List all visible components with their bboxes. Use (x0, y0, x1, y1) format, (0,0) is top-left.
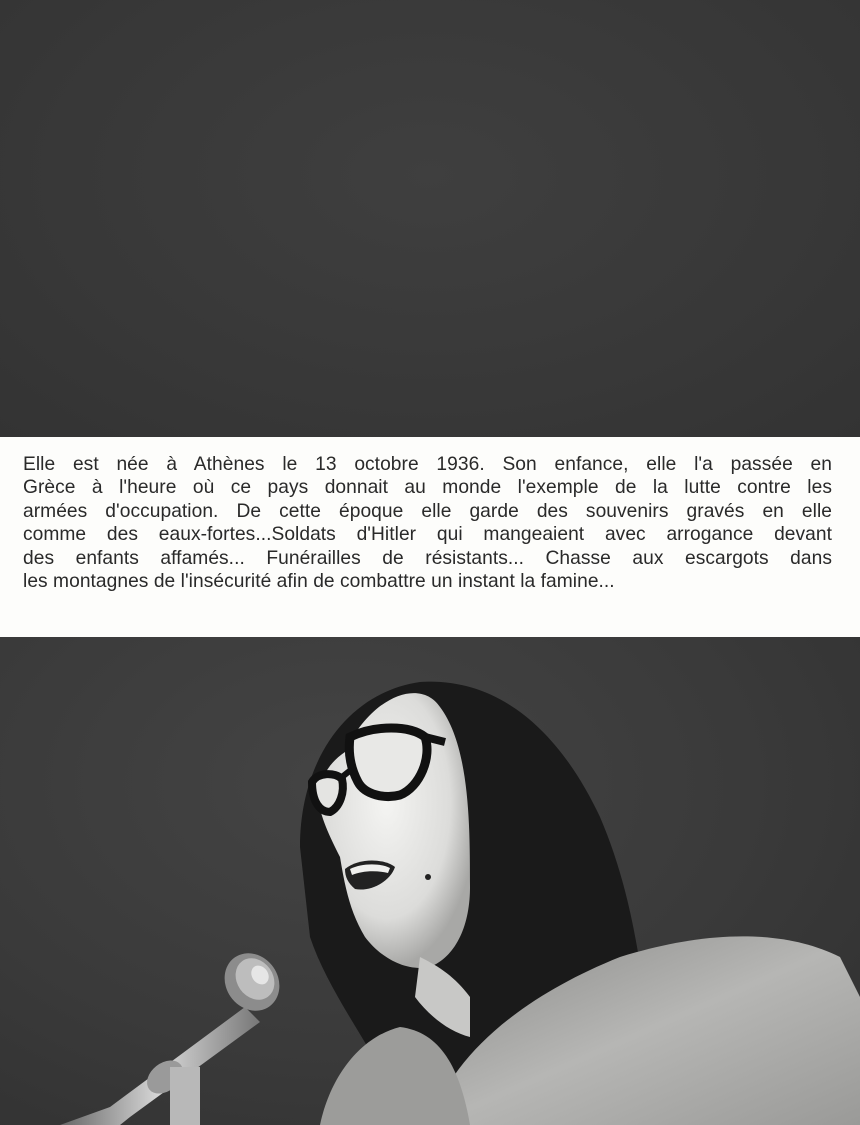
singer-photo (0, 637, 860, 1125)
text-band (0, 437, 860, 637)
microphone-icon (60, 943, 291, 1125)
paragraph-line: Elle est née à Athènes le 13 octobre 1936. Son enfance, elle l'a passée en (23, 454, 832, 475)
paragraph-line: les montagnes de l'insécurité afin de combattre un instant la famine... (23, 571, 615, 593)
singer-illustration (0, 637, 860, 1125)
dark-photo-area (0, 0, 860, 437)
paragraph-line: comme des eaux-fortes...Soldats d'Hitler qui mangeaient avec arrogance devant (23, 524, 832, 546)
paragraph-line: Grèce à l'heure où ce pays donnait au monde l'exemple de la lutte contre les (23, 477, 832, 499)
mole-mark (425, 874, 431, 880)
paragraph-line: armées d'occupation. De cette époque elle garde des souvenirs gravés en elle (23, 500, 832, 522)
paragraph-line: des enfants affamés... Funérailles de résistants... Chasse aux escargots dans (23, 547, 832, 569)
